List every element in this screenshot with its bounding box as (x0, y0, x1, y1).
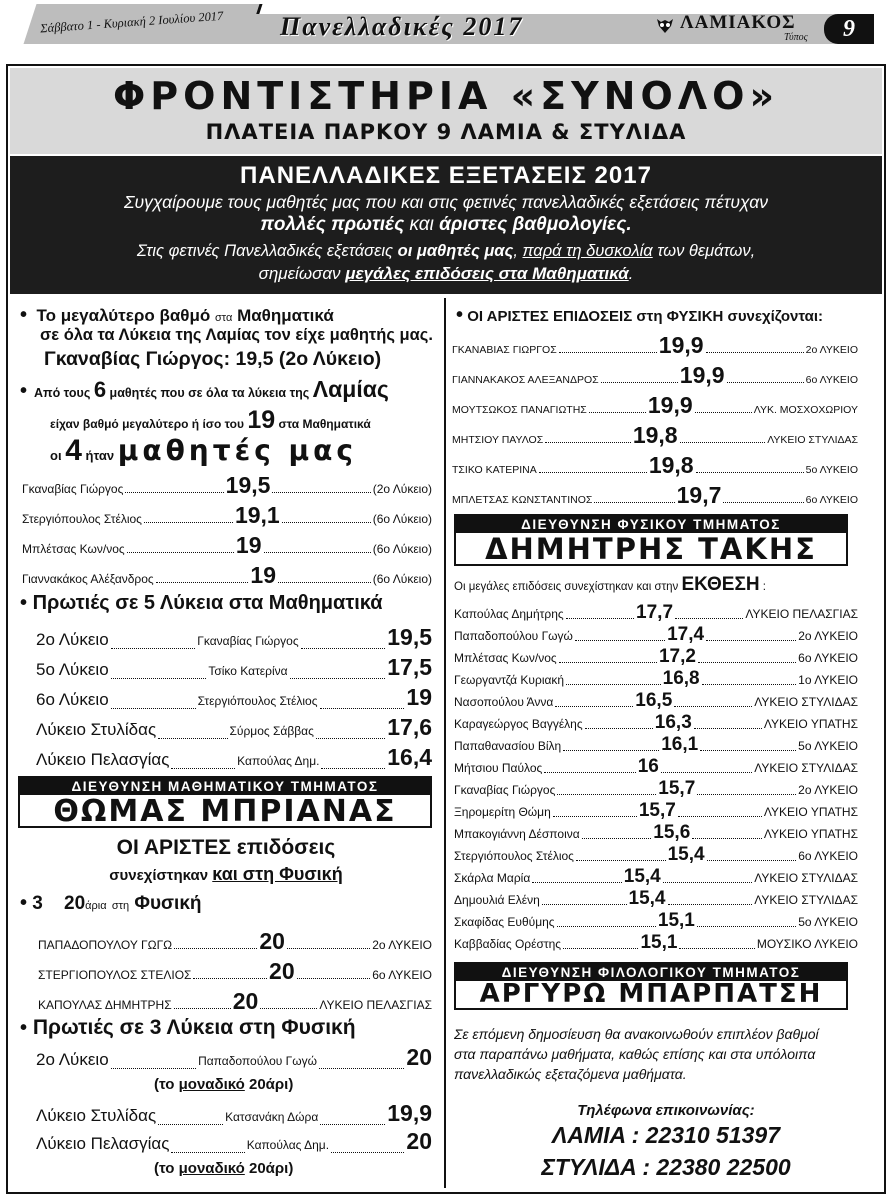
math-top-line-1: • Το μεγαλύτερο βαθμό στα Μαθηματικά (20, 304, 334, 326)
literature-director-box (454, 962, 848, 1010)
ad-header (10, 68, 882, 154)
only-twenty-note: (το μοναδικό 20άρι) (154, 1076, 294, 1093)
physics-continues-heading: • ΟΙ ΑΡΙΣΤΕΣ ΕΠΙΔΟΣΕΙΣ στη ΦΥΣΙΚΗ συνεχίζονται: (456, 304, 824, 326)
only-twenty-note: (το μοναδικό 20άρι) (154, 1160, 294, 1177)
math-firsts-heading: • Πρωτιές σε 5 Λύκεια στα Μαθηματικά (20, 592, 383, 614)
math-stat-line-3: οι 4 ήταν μαθητές μας (50, 434, 357, 467)
math-director-label: ΔΙΕΥΘΥΝΣΗ ΜΑΘΗΜΑΤΙΚΟΥ ΤΜΗΜΑΤΟΣ (20, 778, 430, 795)
math-stat-line-2: είχαν βαθμό μεγαλύτερο ή ίσο του 19 στα Μαθηματικά (50, 406, 371, 434)
list-item: ΤΣΙΚΟ ΚΑΤΕΡΙΝΑ 19,8 5ο ΛΥΚΕΙΟ (452, 452, 858, 478)
math-top-line-2: σε όλα τα Λύκεια της Λαμίας τον είχε μαθητής μας. (40, 326, 433, 344)
table-row: 2ο Λύκειο Παπαδοπούλου Γωγώ 20 (36, 1044, 432, 1070)
table-row: 6ο Λύκειο Στεργιόπουλος Στέλιος 19 (36, 684, 432, 710)
list-item: Γκαναβίας Γιώργος 15,7 2ο ΛΥΚΕΙΟ (454, 778, 858, 799)
phones-label: Τηλέφωνα επικοινωνίας: (577, 1102, 755, 1119)
ad-address: ΠΛΑΤΕΙΑ ΠΑΡΚΟΥ 9 ΛΑΜΙΑ & ΣΤΥΛΙΔΑ (205, 120, 687, 144)
banner-title: ΠΑΝΕΛΛΑΔΙΚΕΣ ΕΞΕΤΑΣΕΙΣ 2017 (240, 162, 652, 189)
list-item: Καββαδίας Ορέστης 15,1 ΜΟΥΣΙΚΟ ΛΥΚΕΙΟ (454, 932, 859, 953)
list-item: Μπλέτσας Κων/νος 17,2 6ο ΛΥΚΕΙΟ (454, 646, 858, 667)
page-number: 9 (824, 14, 874, 44)
phone-lamia: ΛΑΜΙΑ : 22310 51397 (551, 1122, 780, 1148)
literature-director-label: ΔΙΕΥΘΥΝΣΗ ΦΙΛΟΛΟΓΙΚΟΥ ΤΜΗΜΑΤΟΣ (456, 964, 846, 981)
list-item: Μήτσιου Παύλος 16 ΛΥΚΕΙΟ ΣΤΥΛΙΔΑΣ (454, 756, 859, 777)
list-item: ΚΑΠΟΥΛΑΣ ΔΗΜΗΤΡΗΣ 20 ΛΥΚΕΙΟ ΠΕΛΑΣΓΙΑΣ (38, 988, 433, 1014)
list-item: Δημουλιά Ελένη 15,4 ΛΥΚΕΙΟ ΣΤΥΛΙΔΑΣ (454, 888, 858, 909)
column-divider (444, 298, 446, 1188)
list-item: Γεωργαντζά Κυριακή 16,8 1ο ΛΥΚΕΙΟ (454, 668, 858, 689)
math-stat-line-1: • Από τους 6 μαθητές που σε όλα τα λύκεια της Λαμίας (20, 376, 389, 402)
list-item: ΠΑΠΑΔΟΠΟΥΛΟΥ ΓΩΓΩ 20 2ο ΛΥΚΕΙΟ (38, 928, 433, 954)
masthead (0, 0, 892, 50)
table-row: Λύκειο Στυλίδας Σύρμος Σάββας 17,6 (36, 714, 433, 740)
list-item: ΓΙΑΝΝΑΚΑΚΟΣ ΑΛΕΞΑΝΔΡΟΣ 19,9 6ο ΛΥΚΕΙΟ (452, 362, 859, 388)
list-item: Στεργιόπουλος Στέλιος 15,4 6ο ΛΥΚΕΙΟ (454, 844, 859, 865)
section-title: Πανελλαδικές 2017 (280, 12, 524, 41)
physics-director-label: ΔΙΕΥΘΥΝΣΗ ΦΥΣΙΚΟΥ ΤΜΗΜΑΤΟΣ (456, 516, 846, 533)
list-item: ΓΚΑΝΑΒΙΑΣ ΓΙΩΡΓΟΣ 19,9 2ο ΛΥΚΕΙΟ (452, 332, 859, 358)
essay-heading: Οι μεγάλες επιδόσεις συνεχίστηκαν και στην ΕΚΘΕΣΗ : (454, 574, 766, 595)
table-row: Λύκειο Πελασγίας Καπούλας Δημ. 16,4 (36, 744, 432, 770)
list-item: ΣΤΕΡΓΙΟΠΟΥΛΟΣ ΣΤΕΛΙΟΣ 20 6ο ΛΥΚΕΙΟ (38, 958, 433, 984)
math-director-box (18, 776, 432, 828)
advertisement-frame (6, 64, 886, 1194)
banner-line-3: Στις φετινές Πανελλαδικές εξετάσεις οι μαθητές μας, παρά τη δυσκολία των θεμάτων, (136, 242, 756, 260)
list-item: Παπαθανασίου Βίλη 16,1 5ο ΛΥΚΕΙΟ (454, 734, 858, 755)
note-line-2: στα παραπάνω μαθήματα, καθώς επίσης και στα υπόλοιπα (454, 1046, 816, 1062)
list-item: Ξηρομερίτη Θώμη 15,7 ΛΥΚΕΙΟ ΥΠΑΤΗΣ (454, 800, 859, 821)
literature-director-name: ΑΡΓΥΡΩ ΜΠΑΡΠΑΤΣΗ (479, 979, 823, 1009)
list-item: Νασοπούλου Άννα 16,5 ΛΥΚΕΙΟ ΣΤΥΛΙΔΑΣ (454, 690, 859, 711)
list-item: Παπαδοπούλου Γωγώ 17,4 2ο ΛΥΚΕΙΟ (454, 624, 859, 645)
math-top-student: Γκαναβίας Γιώργος: 19,5 (2ο Λύκειο) (44, 348, 382, 370)
physics-heading: ΟΙ ΑΡΙΣΤΕΣ επιδόσεις (116, 836, 336, 859)
note-line-3: πανελλαδικώς εξεταζόμενα μαθήματα. (454, 1066, 687, 1082)
physics-subheading: συνεχίστηκαν και στη Φυσική (109, 864, 343, 884)
list-item: Γιαννακάκος Αλέξανδρος 19 (6ο Λύκειο) (22, 562, 432, 588)
list-item: ΜΠΛΕΤΣΑΣ ΚΩΝΣΤΑΝΤΙΝΟΣ 19,7 6ο ΛΥΚΕΙΟ (452, 482, 859, 508)
math-director-name: ΘΩΜΑΣ ΜΠΡΙΑΝΑΣ (53, 794, 397, 829)
physics-director-name: ΔΗΜΗΤΡΗΣ ΤΑΚΗΣ (485, 532, 817, 566)
owl-logo-icon (654, 14, 676, 36)
table-row: 5ο Λύκειο Τσίκο Κατερίνα 17,5 (36, 654, 433, 680)
banner-line-1: Συγχαίρουμε τους μαθητές μας που και στις φετινές πανελλαδικές εξετάσεις πέτυχαν (124, 192, 768, 212)
newspaper-subtitle: Τύπος (784, 32, 808, 43)
banner-line-4: σημείωσαν μεγάλες επιδόσεις στα Μαθηματικά. (258, 264, 634, 283)
issue-date: Σάββατο 1 - Κυριακή 2 Ιουλίου 2017 (39, 8, 224, 36)
list-item: Γκαναβίας Γιώργος 19,5 (2ο Λύκειο) (22, 472, 433, 498)
table-row: 2ο Λύκειο Γκαναβίας Γιώργος 19,5 (36, 624, 432, 650)
physics-twenties-heading: • 3 20άρια στη Φυσική (20, 892, 202, 914)
list-item: ΜΗΤΣΙΟΥ ΠΑΥΛΟΣ 19,8 ΛΥΚΕΙΟ ΣΤΥΛΙΔΑΣ (452, 422, 859, 448)
banner-line-2: πολλές πρωτιές και άριστες βαθμολογίες. (260, 214, 632, 235)
physics-firsts-heading: • Πρωτιές σε 3 Λύκεια στη Φυσική (20, 1016, 356, 1039)
list-item: Σκαφίδας Ευθύμης 15,1 5ο ΛΥΚΕΙΟ (454, 910, 859, 931)
newspaper-name: ΛΑΜΙΑΚΟΣ (680, 12, 796, 33)
phone-stylida: ΣΤΥΛΙΔΑ : 22380 22500 (541, 1154, 791, 1180)
list-item: Μπακογιάννη Δέσποινα 15,6 ΛΥΚΕΙΟ ΥΠΑΤΗΣ (454, 822, 859, 843)
congrats-banner (10, 156, 882, 294)
list-item: Καπούλας Δημήτρης 17,7 ΛΥΚΕΙΟ ΠΕΛΑΣΓΙΑΣ (454, 602, 859, 623)
list-item: Στεργιόπουλος Στέλιος 19,1 (6ο Λύκειο) (22, 502, 432, 528)
list-item: Μπλέτσας Κων/νος 19 (6ο Λύκειο) (22, 532, 432, 558)
ad-title: ΦΡΟΝΤΙΣΤΗΡΙΑ «ΣΥΝΟΛΟ» (112, 74, 780, 118)
physics-director-box (454, 514, 848, 566)
list-item: Καραγεώργος Βαγγέλης 16,3 ΛΥΚΕΙΟ ΥΠΑΤΗΣ (454, 712, 859, 733)
table-row: Λύκειο Πελασγίας Καπούλας Δημ. 20 (36, 1128, 433, 1154)
list-item: Σκάρλα Μαρία 15,4 ΛΥΚΕΙΟ ΣΤΥΛΙΔΑΣ (454, 866, 859, 887)
list-item: ΜΟΥΤΣΩΚΟΣ ΠΑΝΑΓΙΩΤΗΣ 19,9 ΛΥΚ. ΜΟΣΧΟΧΩΡΙΟΥ (452, 392, 858, 418)
note-line-1: Σε επόμενη δημοσίευση θα ανακοινωθούν επιπλέον βαθμοί (454, 1026, 819, 1042)
table-row: Λύκειο Στυλίδας Κατσανάκη Δώρα 19,9 (36, 1100, 432, 1126)
